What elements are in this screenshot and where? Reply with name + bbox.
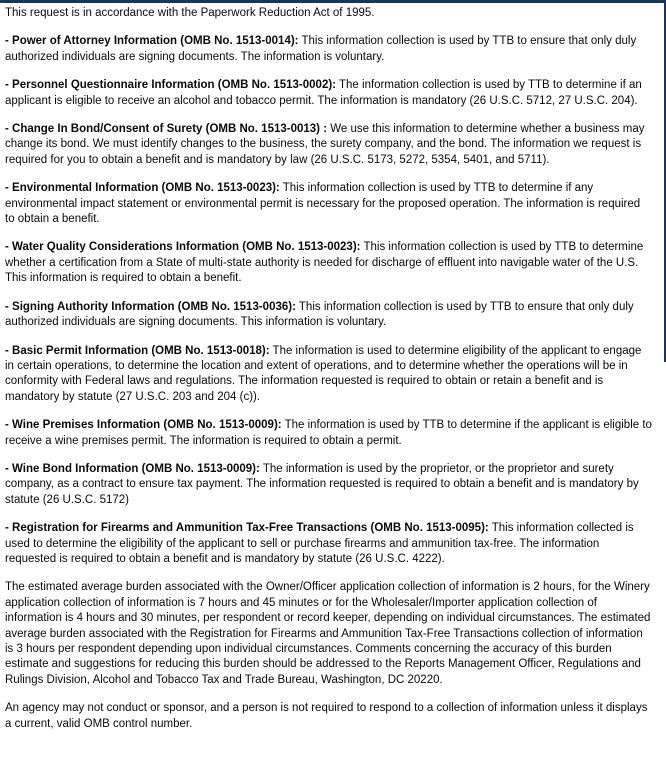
paragraph-text: This information collection is used by TTB to ensure that only duly authorized individuals are signing documents. The information is voluntary. xyxy=(5,35,637,63)
paragraph-wine-premises xyxy=(5,418,652,449)
paragraph-lead: - Water Quality Considerations Information (OMB No. 1513-0023): xyxy=(5,241,361,254)
paragraph-lead: - Wine Bond Information (OMB No. 1513-0009): xyxy=(5,462,260,475)
paragraph-lead: - Wine Premises Information (OMB No. 1513-0009): xyxy=(5,419,282,432)
paragraph-text: This request is in accordance with the Paperwork Reduction Act of 1995. xyxy=(5,7,375,19)
paragraph-lead: - Change In Bond/Consent of Surety (OMB No. 1513-0013) : xyxy=(5,123,328,136)
paragraph-lead: - Registration for Firearms and Ammunition Tax-Free Transactions (OMB No. 1513-0095): xyxy=(5,522,489,535)
paragraph-omb-control-number xyxy=(5,701,652,732)
paragraph-firearms-registration xyxy=(5,521,652,567)
paragraph-text: This information collection is used by TTB to determine whether a certification from a State of multi-state authority is needed for discharge of effluent into navigable water of the U.S. This information is required to obtain a benefit. xyxy=(5,241,644,285)
paragraph-text: The information is used by the proprietor, or the proprietor and surety company, as a contract to ensure tax payment. The information requested is required to obtain a benefit and is mandatory by statute (26 U.S.C. 5172) xyxy=(5,462,639,506)
paragraph-intro xyxy=(5,6,652,21)
paragraph-text: The information collection is used by TTB to determine if an applicant is eligible to receive an alcohol and tobacco permit. The information is mandatory (26 U.S.C. 5712, 27 U.S.C. 204). xyxy=(5,79,642,107)
paragraph-lead: - Environmental Information (OMB No. 1513-0023): xyxy=(5,182,280,195)
paragraph-text: The information is used by TTB to determine if the applicant is eligible to receive a wine premises permit. The information is required to obtain a permit. xyxy=(5,419,652,447)
paragraph-lead: - Basic Permit Information (OMB No. 1513-0018): xyxy=(5,344,270,357)
paragraph-change-in-bond xyxy=(5,122,652,168)
paragraph-wine-bond xyxy=(5,462,652,508)
paragraph-personnel-questionnaire xyxy=(5,78,652,109)
paragraph-power-of-attorney xyxy=(5,34,652,65)
paragraph-text: The information is used to determine eligibility of the applicant to engage in certain operations, to determine the location and extent of operations, and to determine whether the operations will be in conformity with Federal laws and regulations. The information requested is required to obtain or retain a benefit and is mandatory by statute (27 U.S.C. 203 and 204 (c)). xyxy=(5,344,642,403)
paragraph-text: This information collection is used by TTB to determine if any environmental impact statement or environmental permit is necessary for the proposed operation. The information is required to obtain a benefit. xyxy=(5,182,641,226)
paragraph-text: An agency may not conduct or sponsor, and a person is not required to respond to a collection of information unless it displays a current, valid OMB control number. xyxy=(5,702,648,730)
paragraph-lead: - Personnel Questionnaire Information (OMB No. 1513-0002): xyxy=(5,79,337,92)
paragraph-burden-estimate xyxy=(5,580,652,688)
paragraph-text: This information collected is used to determine the eligibility of the applicant to sell or purchase firearms and ammunition tax-free. The information requested is required to obtain a benefit and is mandatory by statute (26 U.S.C. 4222). xyxy=(5,522,634,565)
paragraph-environmental xyxy=(5,181,652,227)
paragraph-text: The estimated average burden associated with the Owner/Officer application collection of information is 2 hours, for the Winery application collection of information is 7 hours and 45 minutes or for the Wholesaler/Importer application collection of information is 4 hours and 30 minutes, per respondent or record keeper, depending on individual circumstances. The estimated average burden associated with the Registration for Firearms and Ammunition Tax-Free Transactions collection of information is 3 hours per respondent depending upon individual circumstances. Comments concerning the accuracy of this burden estimate and suggestions for reducing this burden should be addressed to the Reports Management Officer, Regulations and Rulings Division, Alcohol and Tobacco Tax and Trade Bureau, Washington, DC 20220. xyxy=(5,581,651,686)
paragraph-text: This information collection is used by TTB to ensure that only duly authorized individuals are signing documents. This information is voluntary. xyxy=(5,300,634,329)
document-body xyxy=(0,3,660,745)
paragraph-lead: - Signing Authority Information (OMB No. 1513-0036): xyxy=(5,300,296,313)
paragraph-signing-authority xyxy=(5,300,652,331)
paragraph-water-quality xyxy=(5,240,652,286)
paragraph-lead: - Power of Attorney Information (OMB No. 1513-0014): xyxy=(5,35,299,48)
paragraph-text: We use this information to determine whether a business may change its bond. We must identify changes to the business, the surety company, and the bond. The information we request is required for you to obtain a benefit and is mandatory by law (26 U.S.C. 5173, 5272, 5354, 5401, and 5711). xyxy=(5,123,645,166)
paragraph-basic-permit xyxy=(5,344,652,406)
